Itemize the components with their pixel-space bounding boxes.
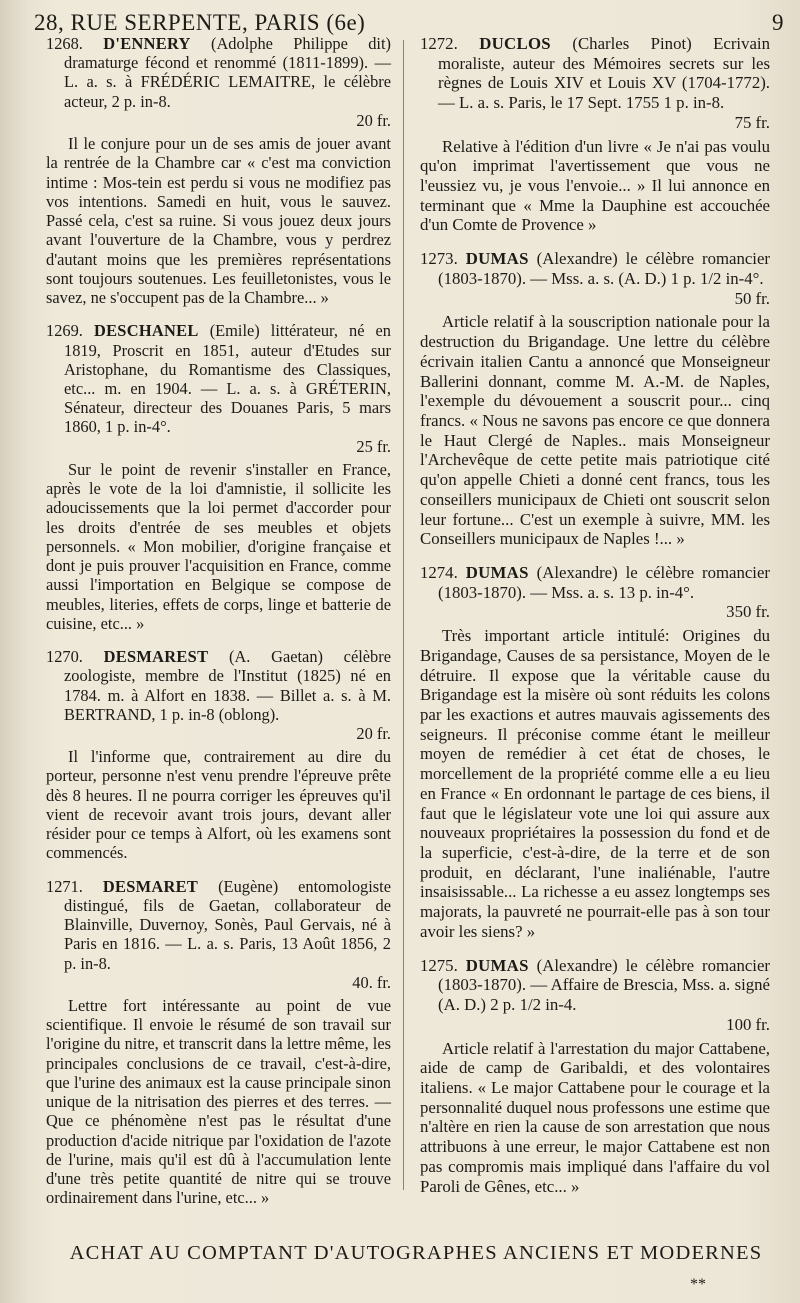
author-name: DESCHANEL bbox=[93, 321, 199, 341]
page-number: 9 bbox=[772, 10, 784, 35]
author-name: DESMAREST bbox=[103, 647, 209, 667]
lot-price: 50 fr. bbox=[734, 288, 770, 308]
lot-description: (Emile) littérateur, né en 1819, Proscrit en 1851, auteur d'Etudes sur Aristophane, du Romantisme des Classiques, etc... m. en 1904. — L. a. s. à GRÉTERIN, Sénateur, directeur des Douanes Paris, 5 mars 1860, 1 p. in-4°. bbox=[64, 321, 391, 437]
footer-mark: ** bbox=[690, 1276, 706, 1293]
lot-summary: Il l'informe que, contrairement au dire du porteur, personne n'est venu prendre l'épreuve prête dès 8 heures. Il ne pourra corriger les épreuves qu'il vient de recevoir avant trois jours, devant aller résider pour ce temps à Alfort, où les examens sont commencés. bbox=[46, 747, 391, 863]
lot-price: 100 fr. bbox=[726, 1014, 770, 1034]
lot-description: (Alexandre) le célèbre romancier (1803-1870). — Mss. a. s. 13 p. in-4°. bbox=[438, 562, 770, 602]
lot-summary: Lettre fort intéressante au point de vue scientifique. Il envoie le résumé de son travail sur l'origine du nitre, et transcrit dans la lettre même, les principales conclusions de ce travail, c'est-à-dire, que l'urine des animaux est la cause principale sinon unique de la nitrisation des pierres et des terres. — Que ce phénomène n'est pas le résultat d'une production d'acide nitrique par l'oxidation de l'azote de l'urine, mais qu'il est dû à l'accumulation lente d'une très petite quantité de nitre qui se trouve ordinairement dans l'urine, etc... » bbox=[46, 996, 391, 1208]
catalog-entry bbox=[46, 647, 391, 863]
lot-summary: Article relatif à l'arrestation du major Cattabene, aide de camp de Garibaldi, et des volontaires italiens. « Le major Cattabene pour le courage et la personnalité duquel nous professons une estime que n'altère en rien la cause de son arrestation que nous attribuons à une erreur, le major Cattabene est non pas compromis mais impliqué dans l'affaire du vol Paroli de Gênes, etc... » bbox=[420, 1038, 770, 1196]
author-name: DESMARET bbox=[102, 876, 199, 896]
lot-price: 350 fr. bbox=[726, 602, 770, 622]
author-name: DUMAS bbox=[465, 955, 529, 975]
author-name: DUCLOS bbox=[479, 34, 551, 53]
author-name: D'ENNERY bbox=[103, 34, 191, 53]
lot-summary: Très important article intitulé: Origines du Brigandage, Causes de sa persistance, Moyen de le détruire. Il expose que la véritable cause du Brigandage est la misère où sont réduits les colons par les exactions et autres mauvais agissements des seigneurs. Il préconise comme étant le meilleur moyen de remédier à cet état de choses, le morcellement de la propriété comme elle a eu lieu en France « En ordonnant le partage de ces biens, il faut que le législateur vote une loi qui assure aux nouveaux propriétaires la possession du fond et de la superficie, c'est-à-dire, de la terre et de son produit, en déclarant, l'une inaliénable, l'autre insaisissable... La richesse a eu assez longtemps ses majorats, la pauvreté ne pourrait-elle pas à son tour avoir les siens? » bbox=[420, 626, 770, 941]
lot-price: 75 fr. bbox=[734, 112, 770, 132]
lot-description: (Alexandre) le célèbre romancier (1803-1870). — Affaire de Brescia, Mss. a. signé (A. D.) 2 p. 1/2 in-4. bbox=[438, 955, 770, 1015]
lot-number: 1269. bbox=[46, 321, 83, 341]
lot-summary: Il le conjure pour un de ses amis de jouer avant la rentrée de la Chambre car « c'est ma conviction intime : Mos-tein est perdu si vous ne modifiez pas vos intentions. Samedi en huit, vous le sauvez. Passé cela, c'est sa ruine. Si vous jouez deux jours avant l'ouverture de la Chambre, vous y perdrez d'autant moins que les premières représentations sont toujours soutenues. Les feuilletonistes, vous le savez, ne s'occupent pas de la Chambre... » bbox=[46, 134, 391, 308]
lot-price: 20 fr. bbox=[356, 723, 391, 743]
lot-number: 1273. bbox=[420, 249, 458, 269]
lot-description: (Eugène) entomologiste distingué, fils de Gaetan, collaborateur de Blainville, Duvernoy, Sonès, Paul Gervais, né à Paris en 1816. — L. a. s. Paris, 13 Août 1856, 2 p. in-8. bbox=[64, 876, 391, 973]
lot-description: (Charles Pinot) Ecrivain moraliste, auteur des Mémoires secrets sur les règnes de Louis XIV et Louis XV (1704-1772). — L. a. s. Paris, le 17 Sept. 1755 1 p. in-8. bbox=[438, 34, 770, 113]
lot-price: 25 fr. bbox=[356, 436, 391, 456]
lot-number: 1274. bbox=[420, 562, 458, 582]
right-column bbox=[420, 34, 770, 1210]
column-divider bbox=[403, 40, 404, 1190]
lot-number: 1270. bbox=[46, 647, 83, 667]
catalog-entry bbox=[420, 249, 770, 549]
lot-summary: Relative à l'édition d'un livre « Je n'ai pas voulu qu'on imprimat l'avertissement que vous ne l'eussiez vu, je vous l'envoie... » Il lui annonce en terminant que « Mme la Dauphine est accouchée d'un Comte de Provence » bbox=[420, 136, 770, 235]
lot-summary: Sur le point de revenir s'installer en France, après le vote de la loi d'amnistie, il sollicite les adoucissements que la loi permet d'accorder pour les droits d'entrée de ses meubles et objets personnels. « Mon mobilier, d'origine française et dont je puis prouver l'acquisition en France, comme aussi l'importation en Belgique se compose de meubles, literies, effets de corps, linge et batterie de cuisine, etc... » bbox=[46, 459, 391, 633]
author-name: DUMAS bbox=[465, 249, 529, 269]
header-address: 28, RUE SERPENTE, PARIS (6e) bbox=[34, 10, 366, 35]
lot-description: (Adolphe Philippe dit) dramaturge fécond et renommé (1811-1899). — L. a. s. à FRÉDÉRIC LEMAITRE, le célèbre acteur, 2 p. in-8. bbox=[64, 34, 391, 111]
lot-number: 1275. bbox=[420, 955, 458, 975]
lot-number: 1272. bbox=[420, 34, 458, 53]
lot-summary: Article relatif à la souscription nationale pour la destruction du Brigandage. Une lettre du célèbre écrivain italien Cantu a annoncé que Monseigneur Ballerini donnant, comme M. A.-M. de Naples, l'exemple du dévouement a souscrit pour... cinq francs. « Nous ne savons pas encore ce que donnera le Haut Clergé de Naples.. mais Monseigneur l'Archevêque de cette petite mais patriotique cité qu'on appelle Chieti a donné cent francs, tous les conseillers municipaux de Chieti ont souscrit selon leur fortune... C'est un exemple à suivre, MM. les Conseillers municipaux de Naples !... » bbox=[420, 312, 770, 549]
left-column bbox=[46, 34, 391, 1222]
lot-description: (A. Gaetan) célèbre zoologiste, membre de l'Institut (1825) né en 1784. m. à Alfort en 1838. — Billet a. s. à M. BERTRAND, 1 p. in-8 (oblong). bbox=[64, 647, 391, 724]
catalog-entry bbox=[420, 956, 770, 1197]
catalog-entry bbox=[420, 563, 770, 942]
catalog-entry bbox=[46, 321, 391, 633]
catalog-entry bbox=[420, 34, 770, 235]
page-footer: ACHAT AU COMPTANT D'AUTOGRAPHES ANCIENS ET MODERNES bbox=[69, 1242, 763, 1264]
catalog-entry bbox=[46, 34, 391, 307]
author-name: DUMAS bbox=[465, 562, 529, 582]
lot-number: 1271. bbox=[46, 876, 83, 896]
catalog-entry bbox=[46, 877, 391, 1208]
lot-description: (Alexandre) le célèbre romancier (1803-1870). — Mss. a. s. (A. D.) 1 p. 1/2 in-4°. bbox=[438, 249, 770, 288]
lot-price: 20 fr. bbox=[356, 110, 391, 130]
lot-number: 1268. bbox=[46, 34, 83, 53]
lot-price: 40. fr. bbox=[352, 972, 391, 992]
